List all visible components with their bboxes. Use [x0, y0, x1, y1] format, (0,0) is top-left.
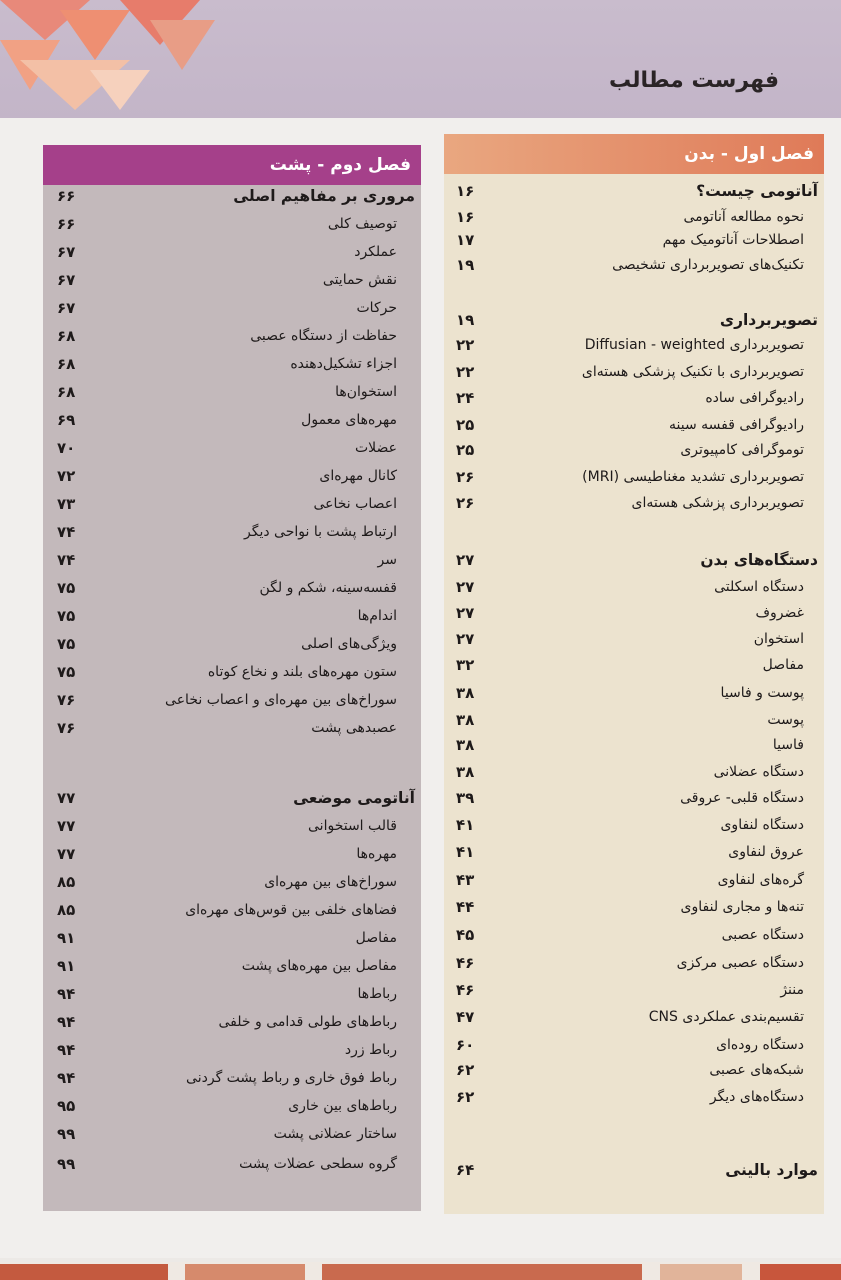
toc-entry-page: ۸۵ — [57, 901, 76, 919]
toc-entry-page: ۶۸ — [57, 327, 76, 345]
toc-entry-page: ۲۷ — [456, 604, 475, 622]
toc-entry-page: ۲۵ — [456, 441, 475, 459]
toc-entry-title: اعصاب نخاعی — [313, 496, 397, 512]
toc-entry — [444, 1034, 824, 1056]
toc-entry — [43, 871, 421, 893]
toc-entry — [43, 787, 421, 809]
header-band — [0, 0, 841, 118]
toc-entry — [444, 309, 824, 331]
toc-entry-title: رباط‌های بین خاری — [288, 1098, 397, 1114]
toc-entry-title: ویژگی‌های اصلی — [301, 636, 397, 652]
toc-entry-page: ۹۴ — [57, 1041, 76, 1059]
toc-entry-page: ۲۶ — [456, 468, 475, 486]
toc-entry-page: ۴۶ — [456, 981, 475, 999]
toc-entry-page: ۱۶ — [456, 208, 475, 226]
toc-entry-page: ۶۹ — [57, 411, 76, 429]
toc-entry — [444, 1006, 824, 1028]
toc-entry — [444, 387, 824, 409]
toc-entry — [444, 841, 824, 863]
toc-entry-title: تصویربرداری پزشکی هسته‌ای — [631, 495, 804, 511]
toc-entry — [444, 709, 824, 731]
toc-entry-page: ۴۱ — [456, 816, 475, 834]
toc-entry-title: گره‌های لنفاوی — [717, 872, 804, 888]
toc-entry-title: استخوان — [753, 631, 804, 647]
toc-entry-page: ۴۴ — [456, 898, 475, 916]
toc-entry-page: ۲۲ — [456, 363, 475, 381]
toc-entry-title: نحوه مطالعه آناتومی — [683, 209, 804, 225]
toc-entry — [444, 549, 824, 571]
toc-entry-title: سر — [377, 552, 397, 568]
toc-entry-title: عصبدهی پشت — [311, 720, 397, 736]
toc-entry — [43, 1039, 421, 1061]
toc-entry — [43, 325, 421, 347]
toc-entry-title: ساختار عضلانی پشت — [273, 1126, 397, 1142]
toc-entry-title: مفاصل — [762, 657, 804, 673]
toc-entry-page: ۹۴ — [57, 1069, 76, 1087]
chapter2-column — [43, 145, 421, 1211]
toc-entry-page: ۷۵ — [57, 579, 76, 597]
toc-entry-title: غضروف — [755, 605, 804, 621]
toc-entry-title: شبکه‌های عصبی — [709, 1062, 804, 1078]
toc-entry — [444, 654, 824, 676]
toc-entry-title: مهره‌ها — [356, 846, 397, 862]
toc-entry-title: سوراخ‌های بین مهره‌ای و اعصاب نخاعی — [165, 692, 397, 708]
toc-entry-title: رباط‌ها — [357, 986, 397, 1002]
toc-entry-title: عضلات — [354, 440, 397, 456]
toc-entry — [43, 1123, 421, 1145]
toc-entry-page: ۲۷ — [456, 578, 475, 596]
toc-entry — [444, 787, 824, 809]
toc-entry-title: دستگاه اسکلتی — [714, 579, 804, 595]
toc-entry — [43, 605, 421, 627]
toc-entry-title: تصویربرداری — [719, 311, 818, 329]
toc-entry — [444, 761, 824, 783]
toc-entry — [43, 927, 421, 949]
toc-entry-title: نقش حمایتی — [322, 272, 397, 288]
toc-entry-page: ۷۷ — [57, 845, 76, 863]
toc-entry-title: مهره‌های معمول — [301, 412, 397, 428]
toc-entry-title: قفسه‌سینه، شکم و لگن — [259, 580, 397, 596]
toc-entry-page: ۹۱ — [57, 929, 76, 947]
toc-entry-page: ۳۹ — [456, 789, 475, 807]
toc-entry-page: ۳۲ — [456, 656, 475, 674]
toc-entry — [43, 955, 421, 977]
toc-entry-page: ۷۵ — [57, 663, 76, 681]
toc-entry — [43, 465, 421, 487]
toc-entry-title: مننژ — [780, 982, 804, 998]
toc-entry-title: رادیوگرافی قفسه سینه — [668, 417, 804, 433]
toc-entry-title: ستون مهره‌های بلند و نخاع کوتاه — [207, 664, 397, 680]
toc-entry-page: ۶۴ — [456, 1161, 475, 1179]
toc-entry — [444, 361, 824, 383]
toc-entry-title: آناتومی چیست؟ — [696, 182, 818, 200]
toc-entry — [444, 180, 824, 202]
toc-entry-title: گروه سطحی عضلات پشت — [239, 1156, 397, 1172]
toc-entry-page: ۴۳ — [456, 871, 475, 889]
toc-entry — [43, 213, 421, 235]
toc-entry-page: ۲۷ — [456, 551, 475, 569]
toc-entry-page: ۱۹ — [456, 256, 475, 274]
toc-entry — [444, 682, 824, 704]
toc-entry — [43, 983, 421, 1005]
toc-entry — [444, 414, 824, 436]
toc-entry-title: تصویربرداری تشدید مغناطیسی (MRI) — [582, 469, 804, 485]
toc-entry-title: حرکات — [356, 300, 397, 316]
toc-entry-title: مفاصل بین مهره‌های پشت — [241, 958, 397, 974]
toc-entry-title: سوراخ‌های بین مهره‌ای — [264, 874, 397, 890]
toc-entry-page: ۹۴ — [57, 1013, 76, 1031]
toc-entry-title: دستگاه روده‌ای — [716, 1037, 804, 1053]
toc-entry — [43, 549, 421, 571]
toc-entry-page: ۶۷ — [57, 243, 76, 261]
toc-entry — [43, 409, 421, 431]
toc-entry-title: اندام‌ها — [357, 608, 397, 624]
toc-entry-page: ۶۶ — [57, 215, 76, 233]
toc-entry — [43, 1067, 421, 1089]
toc-entry-title: فاسیا — [772, 737, 804, 753]
toc-entry-title: عملکرد — [354, 244, 397, 260]
toc-entry-title: عروق لنفاوی — [728, 844, 804, 860]
toc-entry-title: دستگاه عصبی — [721, 927, 804, 943]
toc-entry-page: ۹۹ — [57, 1125, 76, 1143]
toc-entry-title: مفاصل — [355, 930, 397, 946]
toc-entry — [43, 899, 421, 921]
toc-entry-title: فضاهای خلفی بین قوس‌های مهره‌ای — [185, 902, 397, 918]
toc-entry-title: دستگاه عصبی مرکزی — [676, 955, 804, 971]
toc-entry-page: ۷۲ — [57, 467, 76, 485]
toc-entry — [444, 628, 824, 650]
toc-entry — [43, 1153, 421, 1175]
toc-entry — [43, 185, 421, 207]
toc-entry-title: رباط فوق خاری و رباط پشت گردنی — [186, 1070, 397, 1086]
toc-entry-page: ۹۵ — [57, 1097, 76, 1115]
toc-entry-page: ۱۶ — [456, 182, 475, 200]
toc-entry-title: استخوان‌ها — [335, 384, 397, 400]
toc-entry-page: ۱۹ — [456, 311, 475, 329]
toc-entry-page: ۴۷ — [456, 1008, 475, 1026]
toc-entry-page: ۶۸ — [57, 355, 76, 373]
toc-entry-title: دستگاه لنفاوی — [720, 817, 804, 833]
toc-entry — [43, 493, 421, 515]
toc-entry-page: ۷۵ — [57, 607, 76, 625]
toc-entry — [43, 381, 421, 403]
toc-entry-page: ۹۹ — [57, 1155, 76, 1173]
toc-entry — [43, 353, 421, 375]
toc-entry-title: تصویربرداری با تکنیک پزشکی هسته‌ای — [581, 364, 804, 380]
toc-entry-page: ۶۷ — [57, 299, 76, 317]
toc-entry-page: ۷۰ — [57, 439, 76, 457]
toc-entry — [444, 229, 824, 251]
toc-entry — [43, 815, 421, 837]
toc-entry — [444, 734, 824, 756]
chapter1-column — [444, 134, 824, 1214]
toc-entry-page: ۳۸ — [456, 684, 475, 702]
toc-entry-page: ۹۴ — [57, 985, 76, 1003]
toc-entry-page: ۸۵ — [57, 873, 76, 891]
toc-entry-title: اجزاء تشکیل‌دهنده — [290, 356, 397, 372]
toc-entry — [444, 602, 824, 624]
toc-entry-title: ارتباط پشت با نواحی دیگر — [243, 524, 397, 540]
toc-entry — [444, 1086, 824, 1108]
toc-entry-title: حفاظت از دستگاه عصبی — [250, 328, 397, 344]
toc-entry — [43, 269, 421, 291]
decorative-pattern — [0, 0, 220, 118]
toc-entry-title: کانال مهره‌ای — [319, 468, 397, 484]
toc-entry-page: ۳۸ — [456, 736, 475, 754]
toc-entry — [444, 979, 824, 1001]
toc-entry-page: ۴۵ — [456, 926, 475, 944]
toc-entry-page: ۲۵ — [456, 416, 475, 434]
toc-entry-page: ۷۴ — [57, 551, 76, 569]
toc-entry — [43, 633, 421, 655]
toc-entry — [444, 952, 824, 974]
toc-entry — [444, 869, 824, 891]
toc-entry-page: ۷۵ — [57, 635, 76, 653]
toc-entry-title: پوست و فاسیا — [720, 685, 804, 701]
toc-entry-title: دستگاه‌های دیگر — [709, 1089, 804, 1105]
toc-entry-title: تنه‌ها و مجاری لنفاوی — [680, 899, 804, 915]
toc-entry-page: ۶۲ — [456, 1061, 475, 1079]
toc-entry-page: ۶۸ — [57, 383, 76, 401]
toc-entry-page: ۴۱ — [456, 843, 475, 861]
toc-entry — [43, 689, 421, 711]
toc-entry-page: ۷۷ — [57, 789, 76, 807]
toc-entry — [444, 896, 824, 918]
toc-entry-title: رباط زرد — [344, 1042, 397, 1058]
toc-entry-page: ۶۶ — [57, 187, 76, 205]
toc-entry-title: دستگاه عضلانی — [713, 764, 804, 780]
toc-entry-title: اصطلاحات آناتومیک مهم — [662, 232, 804, 248]
toc-entry-page: ۶۷ — [57, 271, 76, 289]
toc-entry — [444, 439, 824, 461]
toc-entry-title: تصویربرداری Diffusian - weighted — [584, 337, 804, 353]
toc-entry-page: ۶۰ — [456, 1036, 475, 1054]
toc-entry — [444, 814, 824, 836]
toc-entry-page: ۲۷ — [456, 630, 475, 648]
toc-entry — [43, 577, 421, 599]
toc-entry — [43, 297, 421, 319]
toc-entry — [444, 576, 824, 598]
toc-entry-page: ۲۲ — [456, 336, 475, 354]
toc-entry — [43, 843, 421, 865]
toc-entry — [43, 241, 421, 263]
toc-entry-title: رباط‌های طولی قدامی و خلفی — [218, 1014, 397, 1030]
toc-entry-page: ۹۱ — [57, 957, 76, 975]
toc-entry-title: دستگاه‌های بدن — [700, 551, 818, 569]
toc-entry — [43, 437, 421, 459]
toc-entry-page: ۳۸ — [456, 763, 475, 781]
toc-entry-page: ۲۶ — [456, 494, 475, 512]
toc-entry-page: ۷۶ — [57, 691, 76, 709]
toc-entry — [43, 521, 421, 543]
toc-entry-page: ۷۳ — [57, 495, 76, 513]
toc-entry-title: توصیف کلی — [327, 216, 397, 232]
toc-entry-title: رادیوگرافی ساده — [705, 390, 804, 406]
toc-entry — [43, 1011, 421, 1033]
toc-entry — [444, 1059, 824, 1081]
toc-entry — [444, 924, 824, 946]
toc-entry — [444, 1159, 824, 1181]
toc-entry — [444, 466, 824, 488]
toc-entry-page: ۳۸ — [456, 711, 475, 729]
toc-entry — [43, 717, 421, 739]
toc-entry — [43, 661, 421, 683]
toc-entry-page: ۶۲ — [456, 1088, 475, 1106]
toc-entry-title: توموگرافی کامپیوتری — [680, 442, 804, 458]
chapter1-heading: فصل اول - بدن — [444, 134, 824, 174]
toc-entry-page: ۲۴ — [456, 389, 475, 407]
toc-entry-title: دستگاه قلبی- عروقی — [680, 790, 804, 806]
toc-entry-page: ۴۶ — [456, 954, 475, 972]
toc-entry — [444, 492, 824, 514]
toc-entry-page: ۷۴ — [57, 523, 76, 541]
toc-entry-title: آناتومی موضعی — [293, 789, 415, 807]
toc-entry-page: ۷۷ — [57, 817, 76, 835]
page-title: فهرست مطالب — [608, 68, 779, 93]
footer-band — [0, 1262, 841, 1280]
toc-entry-title: تکنیک‌های تصویربرداری تشخیصی — [612, 257, 804, 273]
toc-entry — [444, 334, 824, 356]
toc-entry-page: ۷۶ — [57, 719, 76, 737]
chapter2-heading: فصل دوم - پشت — [43, 145, 421, 185]
toc-entry-title: قالب استخوانی — [308, 818, 397, 834]
toc-entry-title: تقسیم‌بندی عملکردی CNS — [648, 1009, 804, 1025]
toc-entry-title: پوست — [767, 712, 804, 728]
toc-entry-title: موارد بالینی — [725, 1161, 818, 1179]
toc-entry-title: مروری بر مفاهیم اصلی — [233, 187, 415, 205]
toc-entry — [444, 254, 824, 276]
toc-entry-page: ۱۷ — [456, 231, 475, 249]
toc-entry — [444, 206, 824, 228]
toc-entry — [43, 1095, 421, 1117]
